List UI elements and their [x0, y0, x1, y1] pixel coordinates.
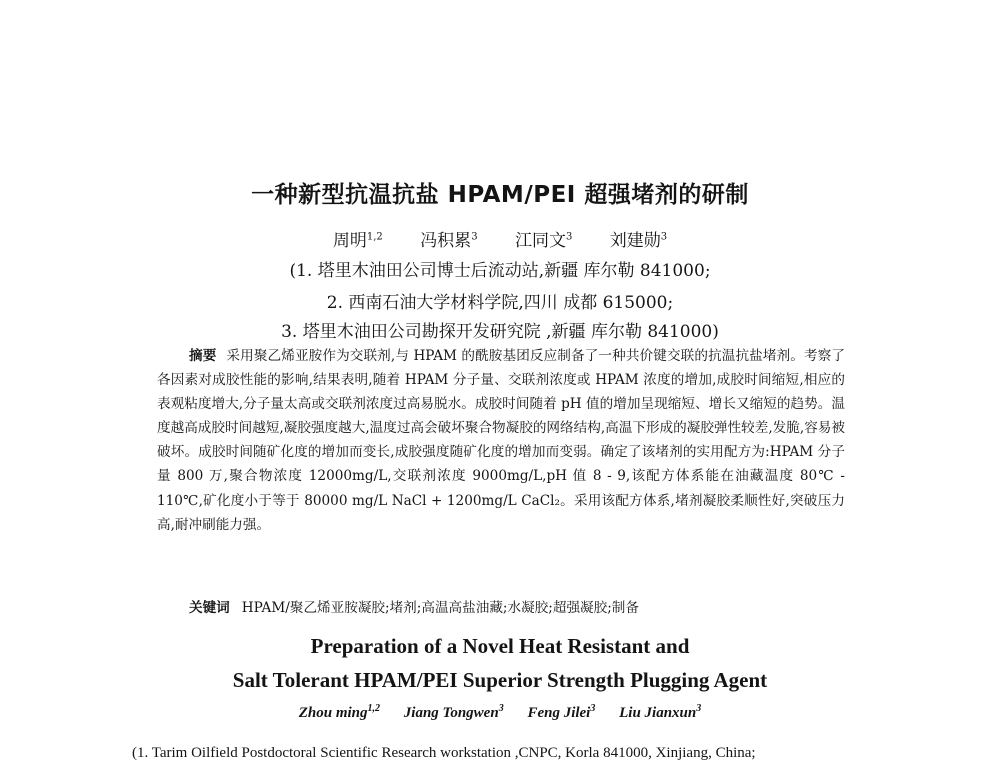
keywords-label: 关键词 [189, 600, 230, 616]
paper-title-en-line-1: Preparation of a Novel Heat Resistant and [310, 634, 690, 658]
paper-title-cn: 一种新型抗温抗盐 HPAM/PEI 超强堵剂的研制 [251, 182, 749, 208]
author-en: Jiang Tongwen$^3$ [403, 703, 504, 721]
author-list-en [0, 705, 1000, 722]
affiliation-en: (1. Tarim Oilfield Postdoctoral Scientific Research workstation ,CNPC, Korla 841000, Xinjiang, China; [132, 745, 756, 760]
abstract [157, 344, 845, 537]
affiliation-cn: (1. 塔里木油田公司博士后流动站,新疆 库尔勒 841000; [289, 261, 711, 281]
author-list-cn [0, 226, 1000, 251]
author-cn: 冯积累$^3$ [420, 231, 478, 251]
author-en: Zhou ming$^{1,2}$ [298, 703, 381, 721]
affiliation-cn: 2. 西南石油大学材料学院,四川 成都 615000; [326, 293, 674, 313]
keywords [189, 596, 639, 616]
author-cn: 周明$^{1,2}$ [332, 231, 383, 251]
author-en: Feng Jilei$^3$ [527, 703, 596, 721]
author-cn: 刘建勋$^3$ [609, 231, 668, 251]
author-cn: 江同文$^3$ [514, 231, 573, 251]
abstract-text: 采用聚乙烯亚胺作为交联剂,与 HPAM 的酰胺基团反应制备了一种共价键交联的抗温抗盐堵剂。考察了各因素对成胶性能的影响,结果表明,随着 HPAM 分子量、交联剂浓度或 HPAM 浓度的增加,成胶时间缩短,相应的表观粘度增大,分子量太高或交联剂浓度过高易脱水。成胶时间随着 pH 值的增加呈现缩短、增长又缩短的趋势。温度越高成胶时间越短,凝胶强度越大,温度过高会破坏聚合物凝胶的网络结构,高温下形成的凝胶弹性较差,发脆,容易被破坏。成胶时间随矿化度的增加而变长,成胶强度随矿化度的增加而变弱。确定了该堵剂的实用配方为:HPAM 分子量 800 万,聚合物浓度 12000mg/L,交联剂浓度 9000mg/L,pH 值 8 - 9,该配方体系能在油藏温度 80℃ - 110℃,矿化度小于等于 80000 mg/L NaCl + 1200mg/L CaCl₂。采用该配方体系,堵剂凝胶柔顺性好,突破压力高,耐冲刷能力强。 [157, 348, 846, 533]
paper-title-en-line-2: Salt Tolerant HPAM/PEI Superior Strength Plugging Agent [232, 668, 768, 692]
abstract-label: 摘要 [189, 348, 217, 364]
author-en: Liu Jianxun$^3$ [619, 703, 702, 721]
keywords-text: HPAM/聚乙烯亚胺凝胶;堵剂;高温高盐油藏;水凝胶;超强凝胶;制备 [241, 600, 639, 616]
affiliation-cn: 3. 塔里木油田公司勘探开发研究院 ,新疆 库尔勒 841000) [281, 322, 719, 342]
